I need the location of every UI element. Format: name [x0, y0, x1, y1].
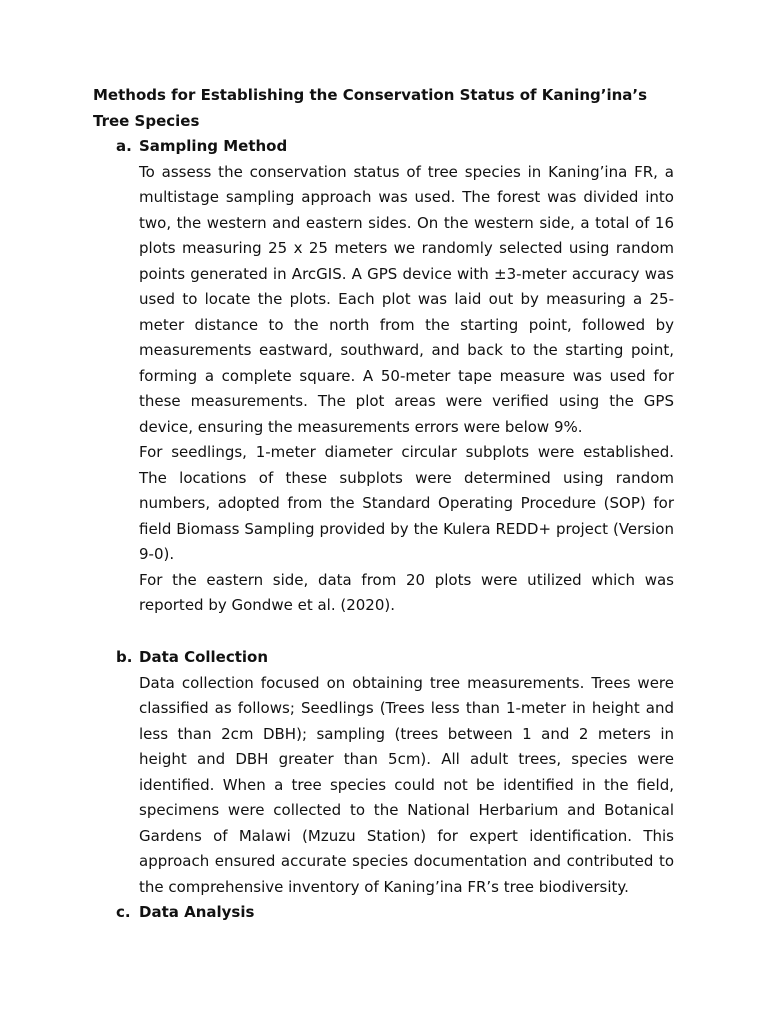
section-title: Sampling Method	[139, 137, 288, 155]
section-letter: a.	[116, 137, 132, 155]
paragraph: Data collection focused on obtaining tree measurements. Trees were classified as follows; Seedlings (Trees less than 1-meter in height and less than 2cm DBH); sampling (trees between 1 and 2 meters in height and DBH greater than 5cm). All adult trees, species were identified. When a tree species could not be identified in the field, specimens were collected to the National Herbarium and Botanical Gardens of Malawi (Mzuzu Station) for expert identification. This approach ensured accurate species documentation and contributed to the comprehensive inventory of Kaning’ina FR’s tree biodiversity.	[139, 673, 674, 896]
paragraph: For the eastern side, data from 20 plots were utilized which was reported by Gondwe et al. (2020).	[139, 570, 674, 614]
paragraph: To assess the conservation status of tree species in Kaning’ina FR, a multistage sampling approach was used. The forest was divided into two, the western and eastern sides. On the western side, a total of 16 plots measuring 25 x 25 meters we randomly selected using random points generated in ArcGIS. A GPS device with ±3-meter accuracy was used to locate the plots. Each plot was laid out by measuring a 25-meter distance to the north from the starting point, followed by measurements eastward, southward, and back to the starting point, forming a complete square. A 50-meter tape measure was used for these measurements. The plot areas were verified using the GPS device, ensuring the measurements errors were below 9%.	[139, 162, 674, 436]
section-data-analysis	[116, 900, 676, 926]
section-title: Data Analysis	[139, 903, 255, 921]
section-title: Data Collection	[139, 648, 269, 666]
section-heading	[116, 134, 676, 160]
section-heading	[116, 900, 676, 926]
section-sampling-method	[116, 134, 676, 619]
section-letter: c.	[116, 903, 131, 921]
paragraph: For seedlings, 1-meter diameter circular subplots were established. The locations of these subplots were determined using random numbers, adopted from the Standard Operating Procedure (SOP) for field Biomass Sampling provided by the Kulera REDD+ project (Version 9-0).	[139, 443, 674, 563]
section-heading	[116, 645, 676, 671]
document-title: Methods for Establishing the Conservation Status of Kaning’ina’s Tree Species	[93, 86, 648, 130]
section-data-collection	[116, 645, 676, 900]
section-letter: b.	[116, 648, 133, 666]
